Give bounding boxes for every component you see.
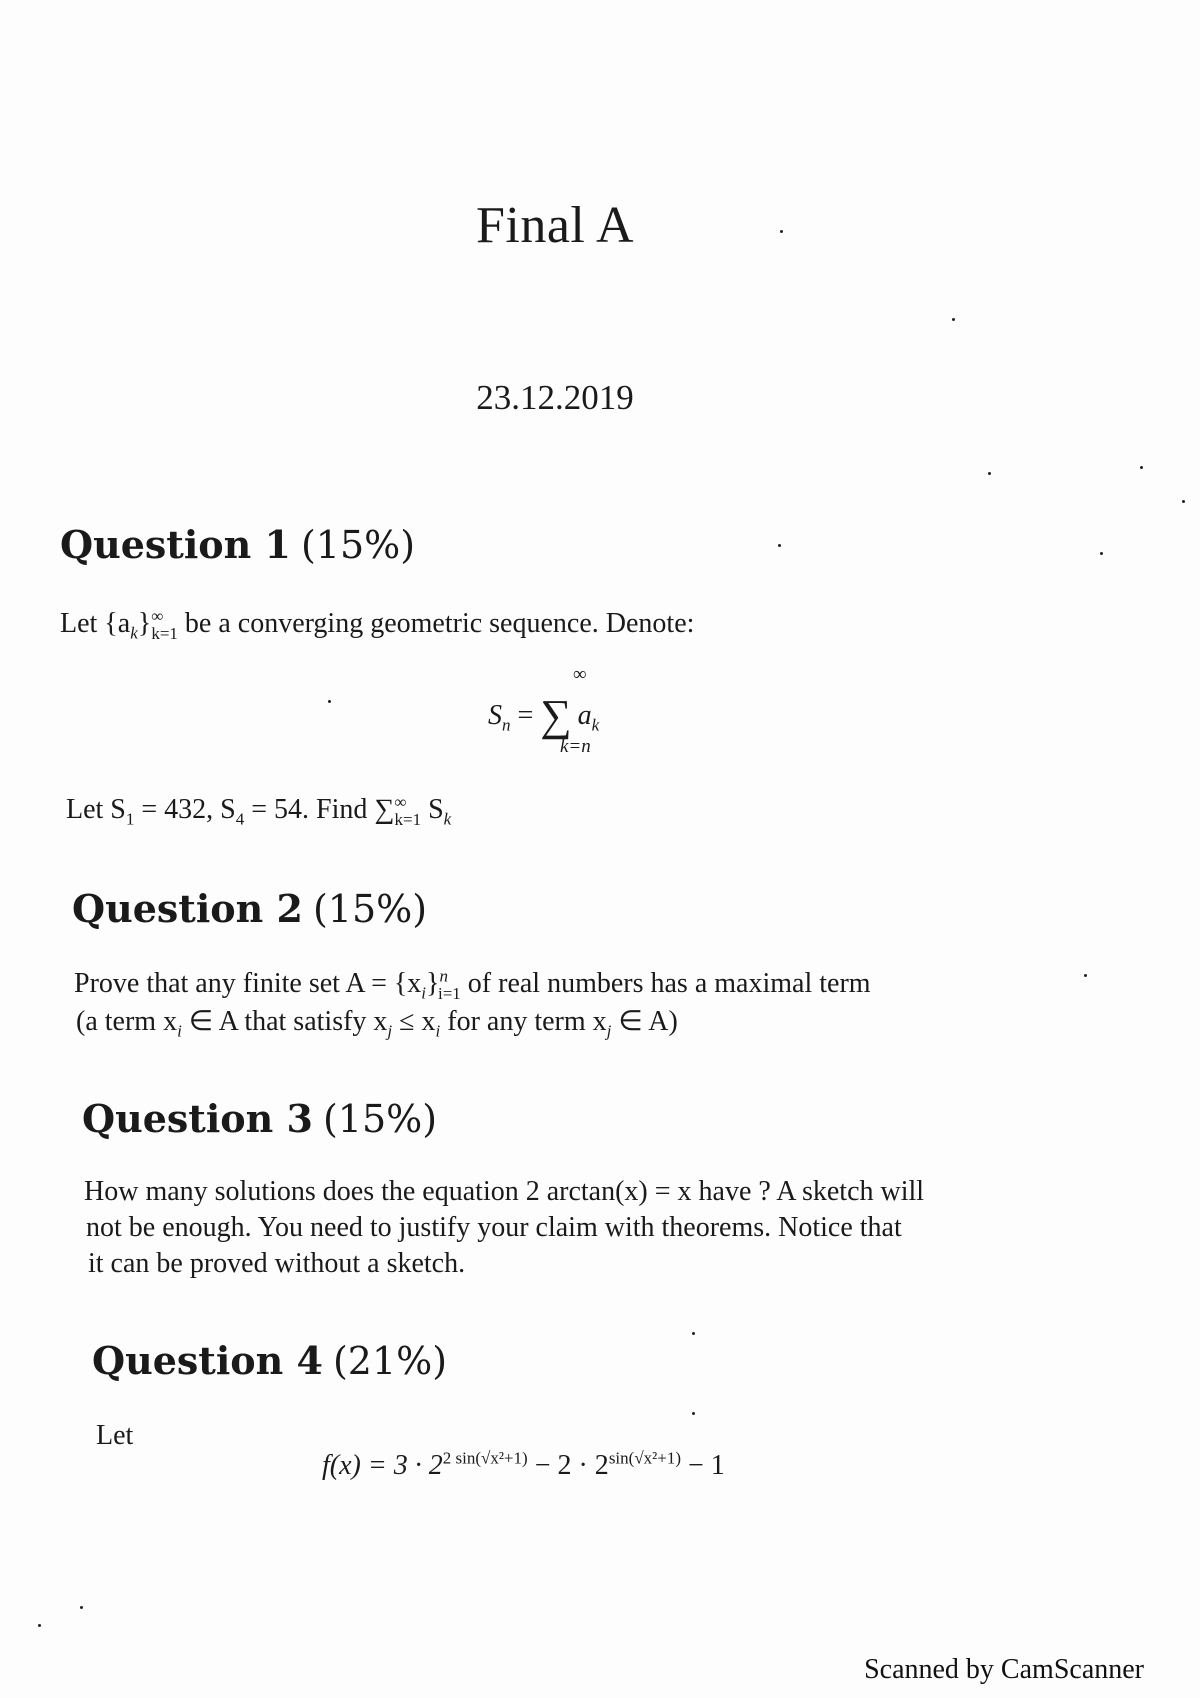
question-3-line-2: not be enough. You need to justify your claim with theorems. Notice that — [86, 1212, 902, 1243]
question-2-label: Question 2 — [72, 886, 303, 931]
question-4-formula: $f(x) = 3 \cdot 2^{2 sin(√x^2+1)} - 2 \cdot 2^{sin(√x^2+1)} - 1$ — [322, 1448, 725, 1481]
scan-speck — [1100, 552, 1103, 555]
exam-date: 23.12.2019 — [476, 378, 634, 417]
question-3-line-3: it can be proved without a sketch. — [88, 1248, 466, 1279]
question-3-label: Question 3 — [82, 1096, 313, 1141]
question-1-sum-lower-limit: k=n — [560, 736, 591, 757]
question-4-label: Question 4 — [92, 1338, 323, 1383]
scan-speck — [1084, 974, 1087, 977]
question-4-weight: (21%) — [332, 1339, 448, 1383]
question-2-weight: (15%) — [312, 887, 428, 931]
scan-speck — [692, 1412, 695, 1415]
scan-speck — [778, 544, 781, 547]
scan-speck — [692, 1332, 695, 1335]
question-1-heading — [60, 522, 415, 567]
scan-speck — [328, 700, 331, 703]
question-1-weight: (15%) — [300, 523, 416, 567]
question-2-statement-line-1: Prove that any finite set $A = \{x_i\}^n_{i=1}$ of real numbers has a maximal term — [74, 966, 871, 1003]
scan-speck — [780, 230, 783, 233]
scan-speck — [988, 472, 991, 475]
question-1-statement: Let $\{a_k\}^\infty_{k=1}$ be a converging geometric sequence. Denote: — [60, 606, 695, 643]
exam-title: Final A — [475, 197, 635, 254]
question-1-sum-upper-limit: ∞ — [573, 664, 587, 685]
scan-speck — [38, 1624, 41, 1627]
scan-speck — [952, 318, 955, 321]
scanner-watermark: Scanned by CamScanner — [864, 1654, 1144, 1685]
question-4-heading — [92, 1338, 447, 1383]
scan-speck — [1140, 466, 1143, 469]
question-4-intro: Let — [96, 1420, 134, 1451]
question-3-weight: (15%) — [322, 1097, 438, 1141]
question-2-statement-line-2: (a term $x_i$ ∈ A that satisfy $x_j \le x_i$ for any term $x_j$ ∈ A) — [76, 1006, 678, 1041]
question-3-heading — [82, 1096, 437, 1141]
question-1-label: Question 1 — [60, 522, 291, 567]
question-3-line-1: How many solutions does the equation 2 arctan(x) = x have ? A sketch will — [84, 1176, 925, 1207]
question-1-formula: $S_n$ = ∑ $a_k$ — [488, 691, 600, 740]
scan-speck — [1182, 500, 1185, 503]
question-1-task: Let $S_1 = 432$, $S_4 = 54$. Find $\sum^\infty_{k=1}$ $S_k$ — [66, 792, 452, 829]
question-2-heading — [72, 886, 427, 931]
scan-speck — [80, 1606, 83, 1609]
